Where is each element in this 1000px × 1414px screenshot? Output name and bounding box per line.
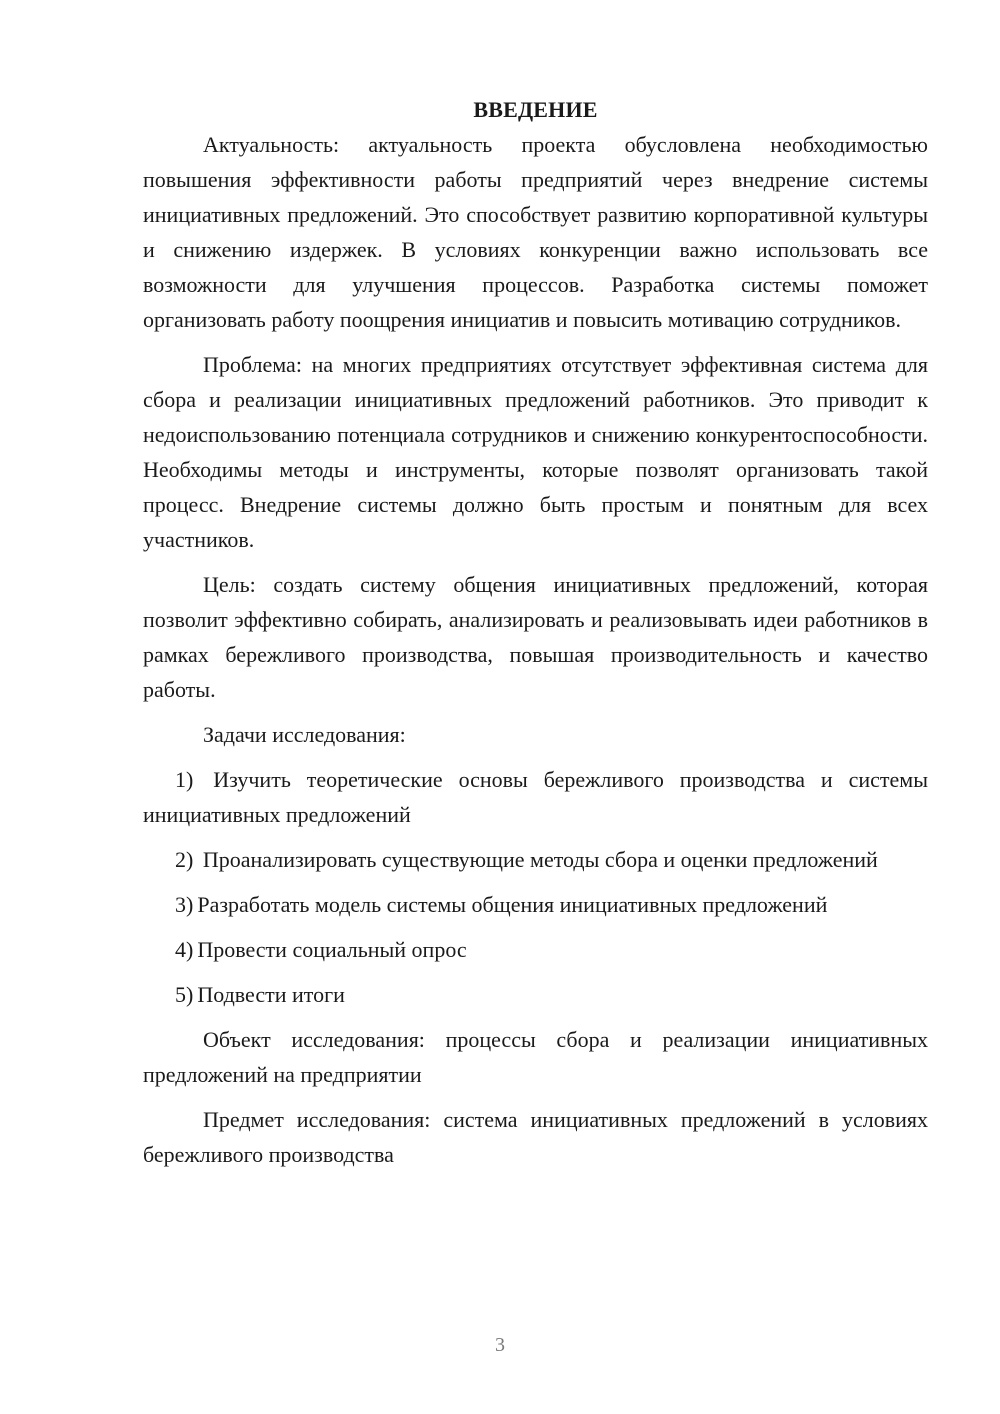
list-item (143, 887, 928, 922)
list-item-number: 4) (175, 937, 194, 962)
page-number: 3 (495, 1334, 505, 1356)
subject-paragraph: Предмет исследования: система инициативных предложений в условиях бережливого производства (143, 1107, 928, 1167)
list-item-number: 2) (175, 847, 194, 872)
list-item (143, 977, 928, 1012)
list-item-text: Проанализировать существующие методы сбора и оценки предложений (202, 847, 878, 872)
section-title: ВВЕДЕНИЕ (473, 97, 598, 122)
list-item-text: Разработать модель системы общения инициативных предложений (197, 892, 828, 917)
tasks-heading: Задачи исследования: (203, 722, 406, 747)
list-item (143, 762, 928, 832)
list-item-number: 5) (175, 982, 194, 1007)
list-item-number: 1) (175, 767, 194, 792)
goal-paragraph: Цель: создать систему общения инициативных предложений, которая позволит эффективно собирать, анализировать и реализовывать идеи работников в рамках бережливого производства, повышая производительность и качество работы. (143, 572, 928, 702)
problem-paragraph: Проблема: на многих предприятиях отсутствует эффективная система для сбора и реализации инициативных предложений работников. Это приводит к недоиспользованию потенциала сотрудников и снижению конкурентоспособности. Необходимы методы и инструменты, которые позволят организовать такой процесс. Внедрение системы должно быть простым и понятным для всех участников. (143, 352, 928, 552)
relevance-paragraph: Актуальность: актуальность проекта обусловлена необходимостью повышения эффективности работы предприятий через внедрение системы инициативных предложений. Это способствует развитию корпоративной культуры и снижению издержек. В условиях конкуренции важно использовать все возможности для улучшения процессов. Разработка системы поможет организовать работу поощрения инициатив и повысить мотивацию сотрудников. (143, 132, 928, 332)
document-page (143, 92, 928, 1182)
list-item (143, 932, 928, 967)
list-item-number: 3) (175, 892, 194, 917)
list-item-text: Изучить теоретические основы бережливого производства и системы инициативных предложений (143, 767, 929, 827)
object-paragraph: Объект исследования: процессы сбора и реализации инициативных предложений на предприятии (143, 1027, 928, 1087)
list-item (143, 842, 928, 877)
list-item-text: Провести социальный опрос (197, 937, 467, 962)
list-item-text: Подвести итоги (197, 982, 345, 1007)
